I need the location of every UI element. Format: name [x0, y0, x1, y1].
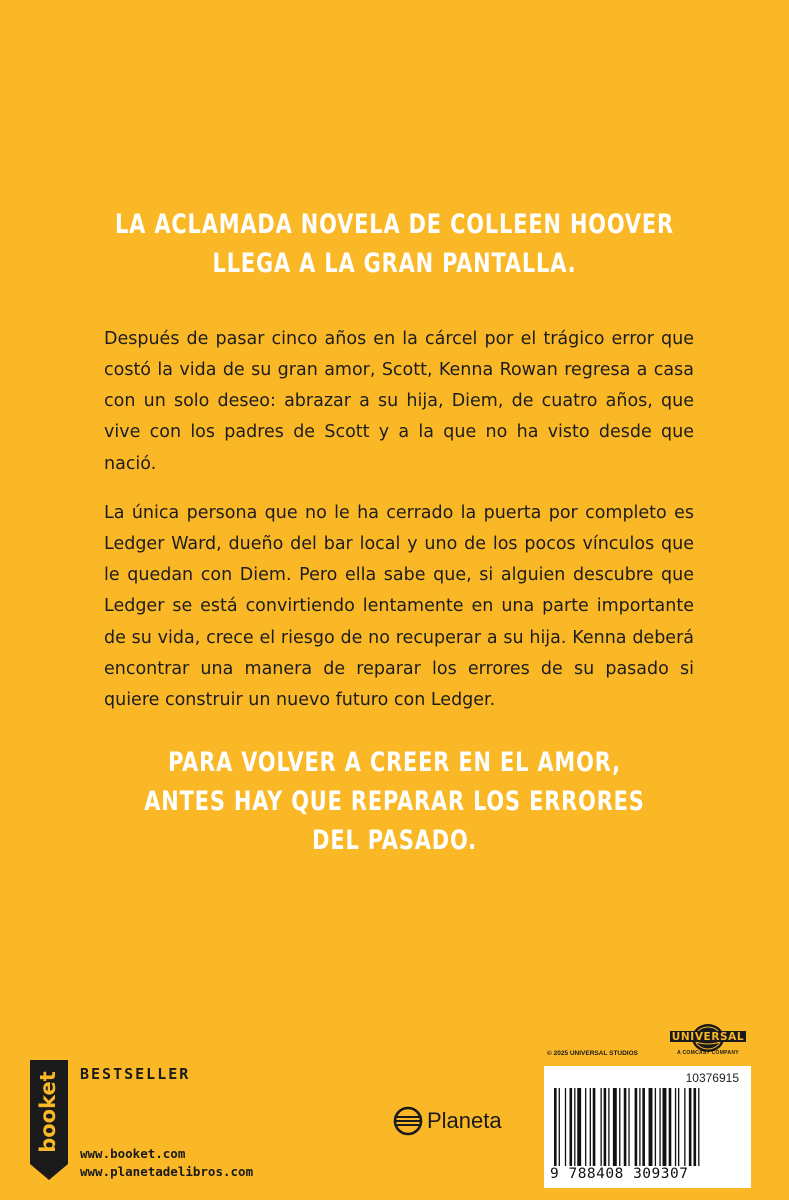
booket-logo-text: booket	[36, 1071, 60, 1153]
booket-url: www.booket.com	[80, 1146, 186, 1161]
barcode-bar-9	[601, 1088, 602, 1166]
barcode-bar-21	[659, 1088, 660, 1166]
planeta-logo	[393, 1106, 502, 1136]
barcode-bar-7	[590, 1088, 591, 1166]
barcode	[544, 1066, 751, 1188]
barcode-bar-3	[570, 1088, 573, 1166]
barcode-bar-16	[635, 1088, 638, 1166]
closing-line-3: DEL PASADO.	[312, 825, 477, 856]
barcode-bar-6	[585, 1088, 586, 1166]
synopsis-paragraph-2: La única persona que no le ha cerrado la puerta por completo es Ledger Ward, dueño del bar local y uno de los pocos vínculos que le quedan con Diem. Pero ella sabe que, si alguien descubre que Ledger se está convirtiendo lentamente en una parte importante de su vida, crece el riesgo de no recuperar a su hija. Kenna deberá encontrar una manera de reparar los errores de su pasado si quiere construir un nuevo futuro con Ledger.	[104, 502, 694, 711]
barcode-bar-14	[624, 1088, 627, 1166]
booket-logo	[26, 1060, 72, 1180]
barcode-bar-18	[642, 1088, 645, 1166]
barcode-bar-2	[565, 1088, 566, 1166]
barcode-bar-27	[689, 1088, 692, 1166]
barcode-bar-28	[694, 1088, 697, 1166]
barcode-bar-1	[559, 1088, 560, 1166]
barcode-bar-8	[593, 1088, 596, 1166]
bestseller-label: BESTSELLER	[80, 1065, 191, 1083]
closing-line-1: PARA VOLVER A CREER EN EL AMOR,	[168, 747, 621, 778]
copyright-notice: © 2025 UNIVERSAL STUDIOS	[547, 1050, 638, 1057]
barcode-bar-10	[604, 1088, 607, 1166]
barcode-bar-24	[675, 1088, 676, 1166]
barcode-bar-29	[698, 1088, 699, 1166]
barcode-bar-20	[655, 1088, 656, 1166]
universal-subtitle: A COMCAST COMPANY	[677, 1050, 739, 1056]
barcode-bar-4	[574, 1088, 575, 1166]
universal-wordmark: UNIVERSAL	[671, 1031, 745, 1043]
barcode-bar-12	[613, 1088, 617, 1166]
barcode-bar-15	[628, 1088, 629, 1166]
barcode-bar-17	[639, 1088, 640, 1166]
synopsis-paragraph-1: Después de pasar cinco años en la cárcel por el trágico error que costó la vida de su gran amor, Scott, Kenna Rowan regresa a casa con un solo deseo: abrazar a su hija, Diem, de cuatro años, que vive con los padres de Scott y a la que no ha visto desde que nació.	[104, 328, 694, 474]
planeta-wordmark: Planeta	[427, 1108, 502, 1133]
planeta-url: www.planetadelibros.com	[80, 1164, 254, 1179]
closing-tagline	[55, 743, 734, 860]
headline-line-1: LA ACLAMADA NOVELA DE COLLEEN HOOVER	[114, 209, 675, 240]
barcode-bar-0	[554, 1088, 557, 1166]
closing-line-2: ANTES HAY QUE REPARAR LOS ERRORES	[144, 786, 645, 817]
barcode-bar-22	[663, 1088, 667, 1166]
barcode-bar-13	[619, 1088, 620, 1166]
barcode-bars	[552, 1088, 742, 1166]
planeta-globe-icon	[393, 1106, 423, 1136]
barcode-bar-23	[669, 1088, 672, 1166]
product-code: 10376915	[685, 1071, 739, 1085]
barcode-bar-11	[608, 1088, 609, 1166]
barcode-bar-26	[684, 1088, 685, 1166]
isbn-number: 9 788408 309307	[550, 1166, 689, 1182]
headline	[55, 205, 734, 283]
barcode-bar-19	[649, 1088, 653, 1166]
barcode-bar-25	[678, 1088, 679, 1166]
headline-line-2: LLEGA A LA GRAN PANTALLA.	[212, 248, 577, 279]
barcode-bar-5	[577, 1088, 581, 1166]
